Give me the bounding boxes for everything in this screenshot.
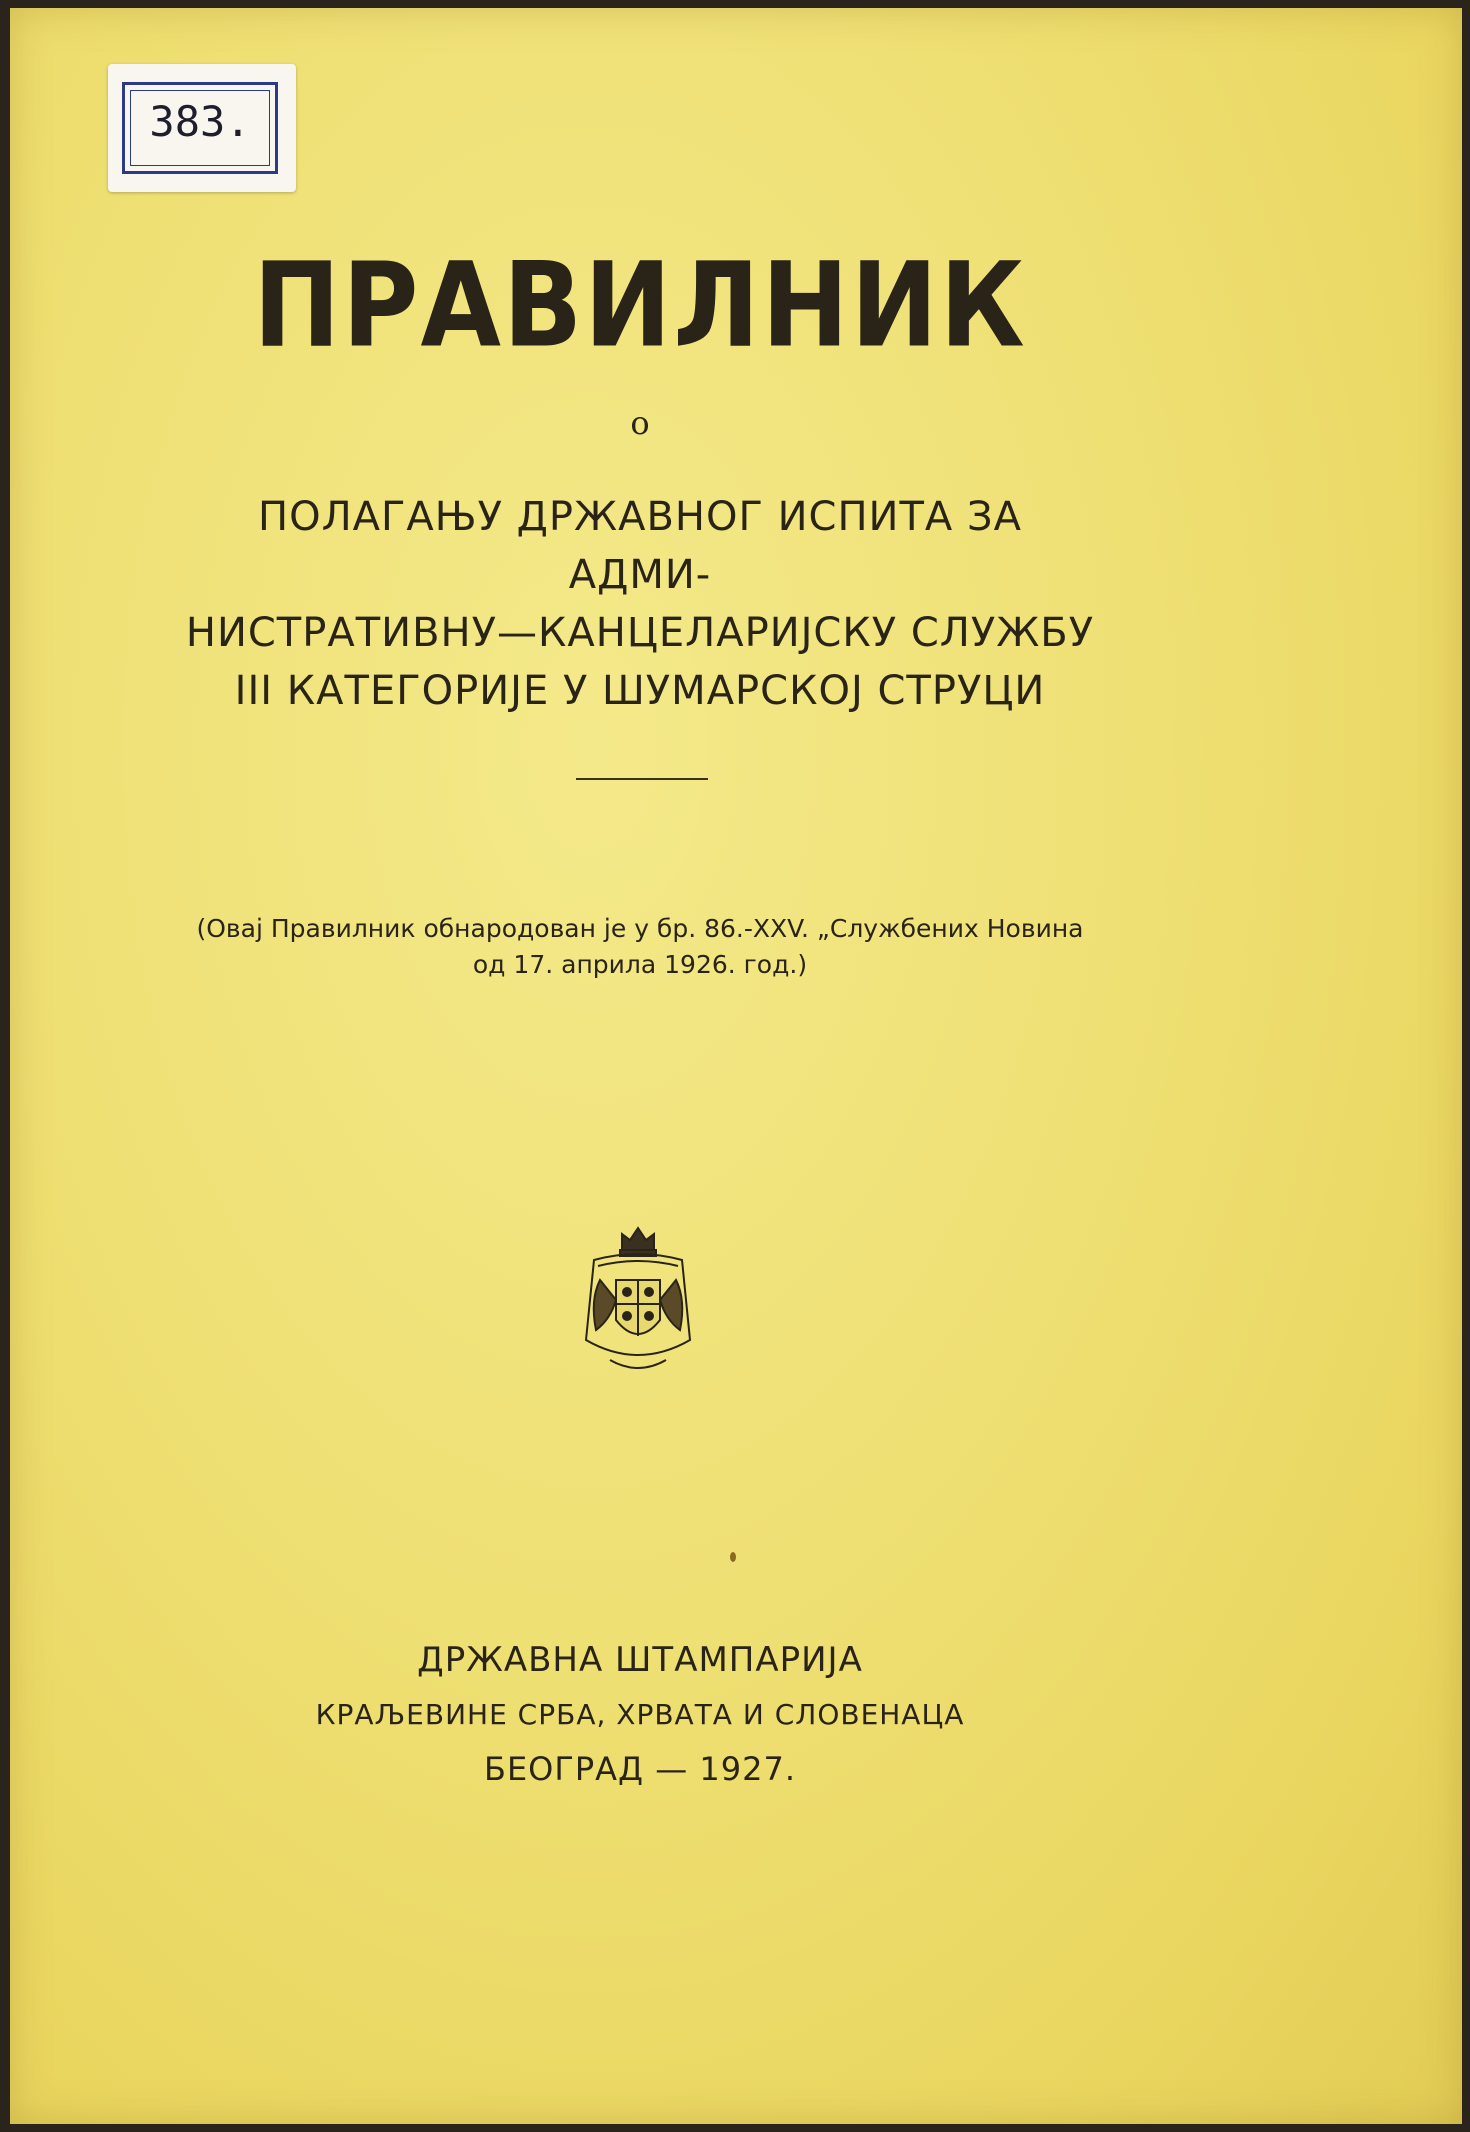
document-cover — [10, 8, 1462, 2124]
subtitle-line-1: ПОЛАГАЊУ ДРЖАВНОГ ИСПИТА ЗА АДМИ- — [258, 494, 1022, 598]
publication-note — [160, 911, 1120, 983]
note-line-1: (Овај Правилник обнародован је у бр. 86.-XXV. „Службених Новина — [196, 914, 1084, 943]
coat-of-arms-icon — [570, 1220, 706, 1384]
label-number: 383. — [149, 97, 251, 146]
subtitle-line-2: НИСТРАТИВНУ—КАНЦЕЛАРИЈСКУ СЛУЖБУ — [185, 610, 1095, 656]
document-subtitle — [180, 488, 1100, 720]
publisher-place-year: БЕОГРАД — 1927. — [483, 1750, 796, 1788]
label-frame — [122, 82, 278, 174]
title-conjunction: о — [630, 404, 650, 442]
document-title: ПРАВИЛНИК — [253, 236, 1027, 374]
print-speck — [730, 1552, 736, 1562]
library-label — [108, 64, 296, 192]
divider-rule — [576, 778, 708, 780]
subtitle-line-3: III КАТЕГОРИЈЕ У ШУМАРСКОЈ СТРУЦИ — [234, 668, 1046, 714]
publisher-name: ДРЖАВНА ШТАМПАРИЈА — [417, 1640, 863, 1680]
publisher-kingdom: КРАЉЕВИНЕ СРБА, ХРВАТА И СЛОВЕНАЦА — [315, 1698, 965, 1731]
note-line-2: од 17. априла 1926. год.) — [472, 950, 808, 979]
